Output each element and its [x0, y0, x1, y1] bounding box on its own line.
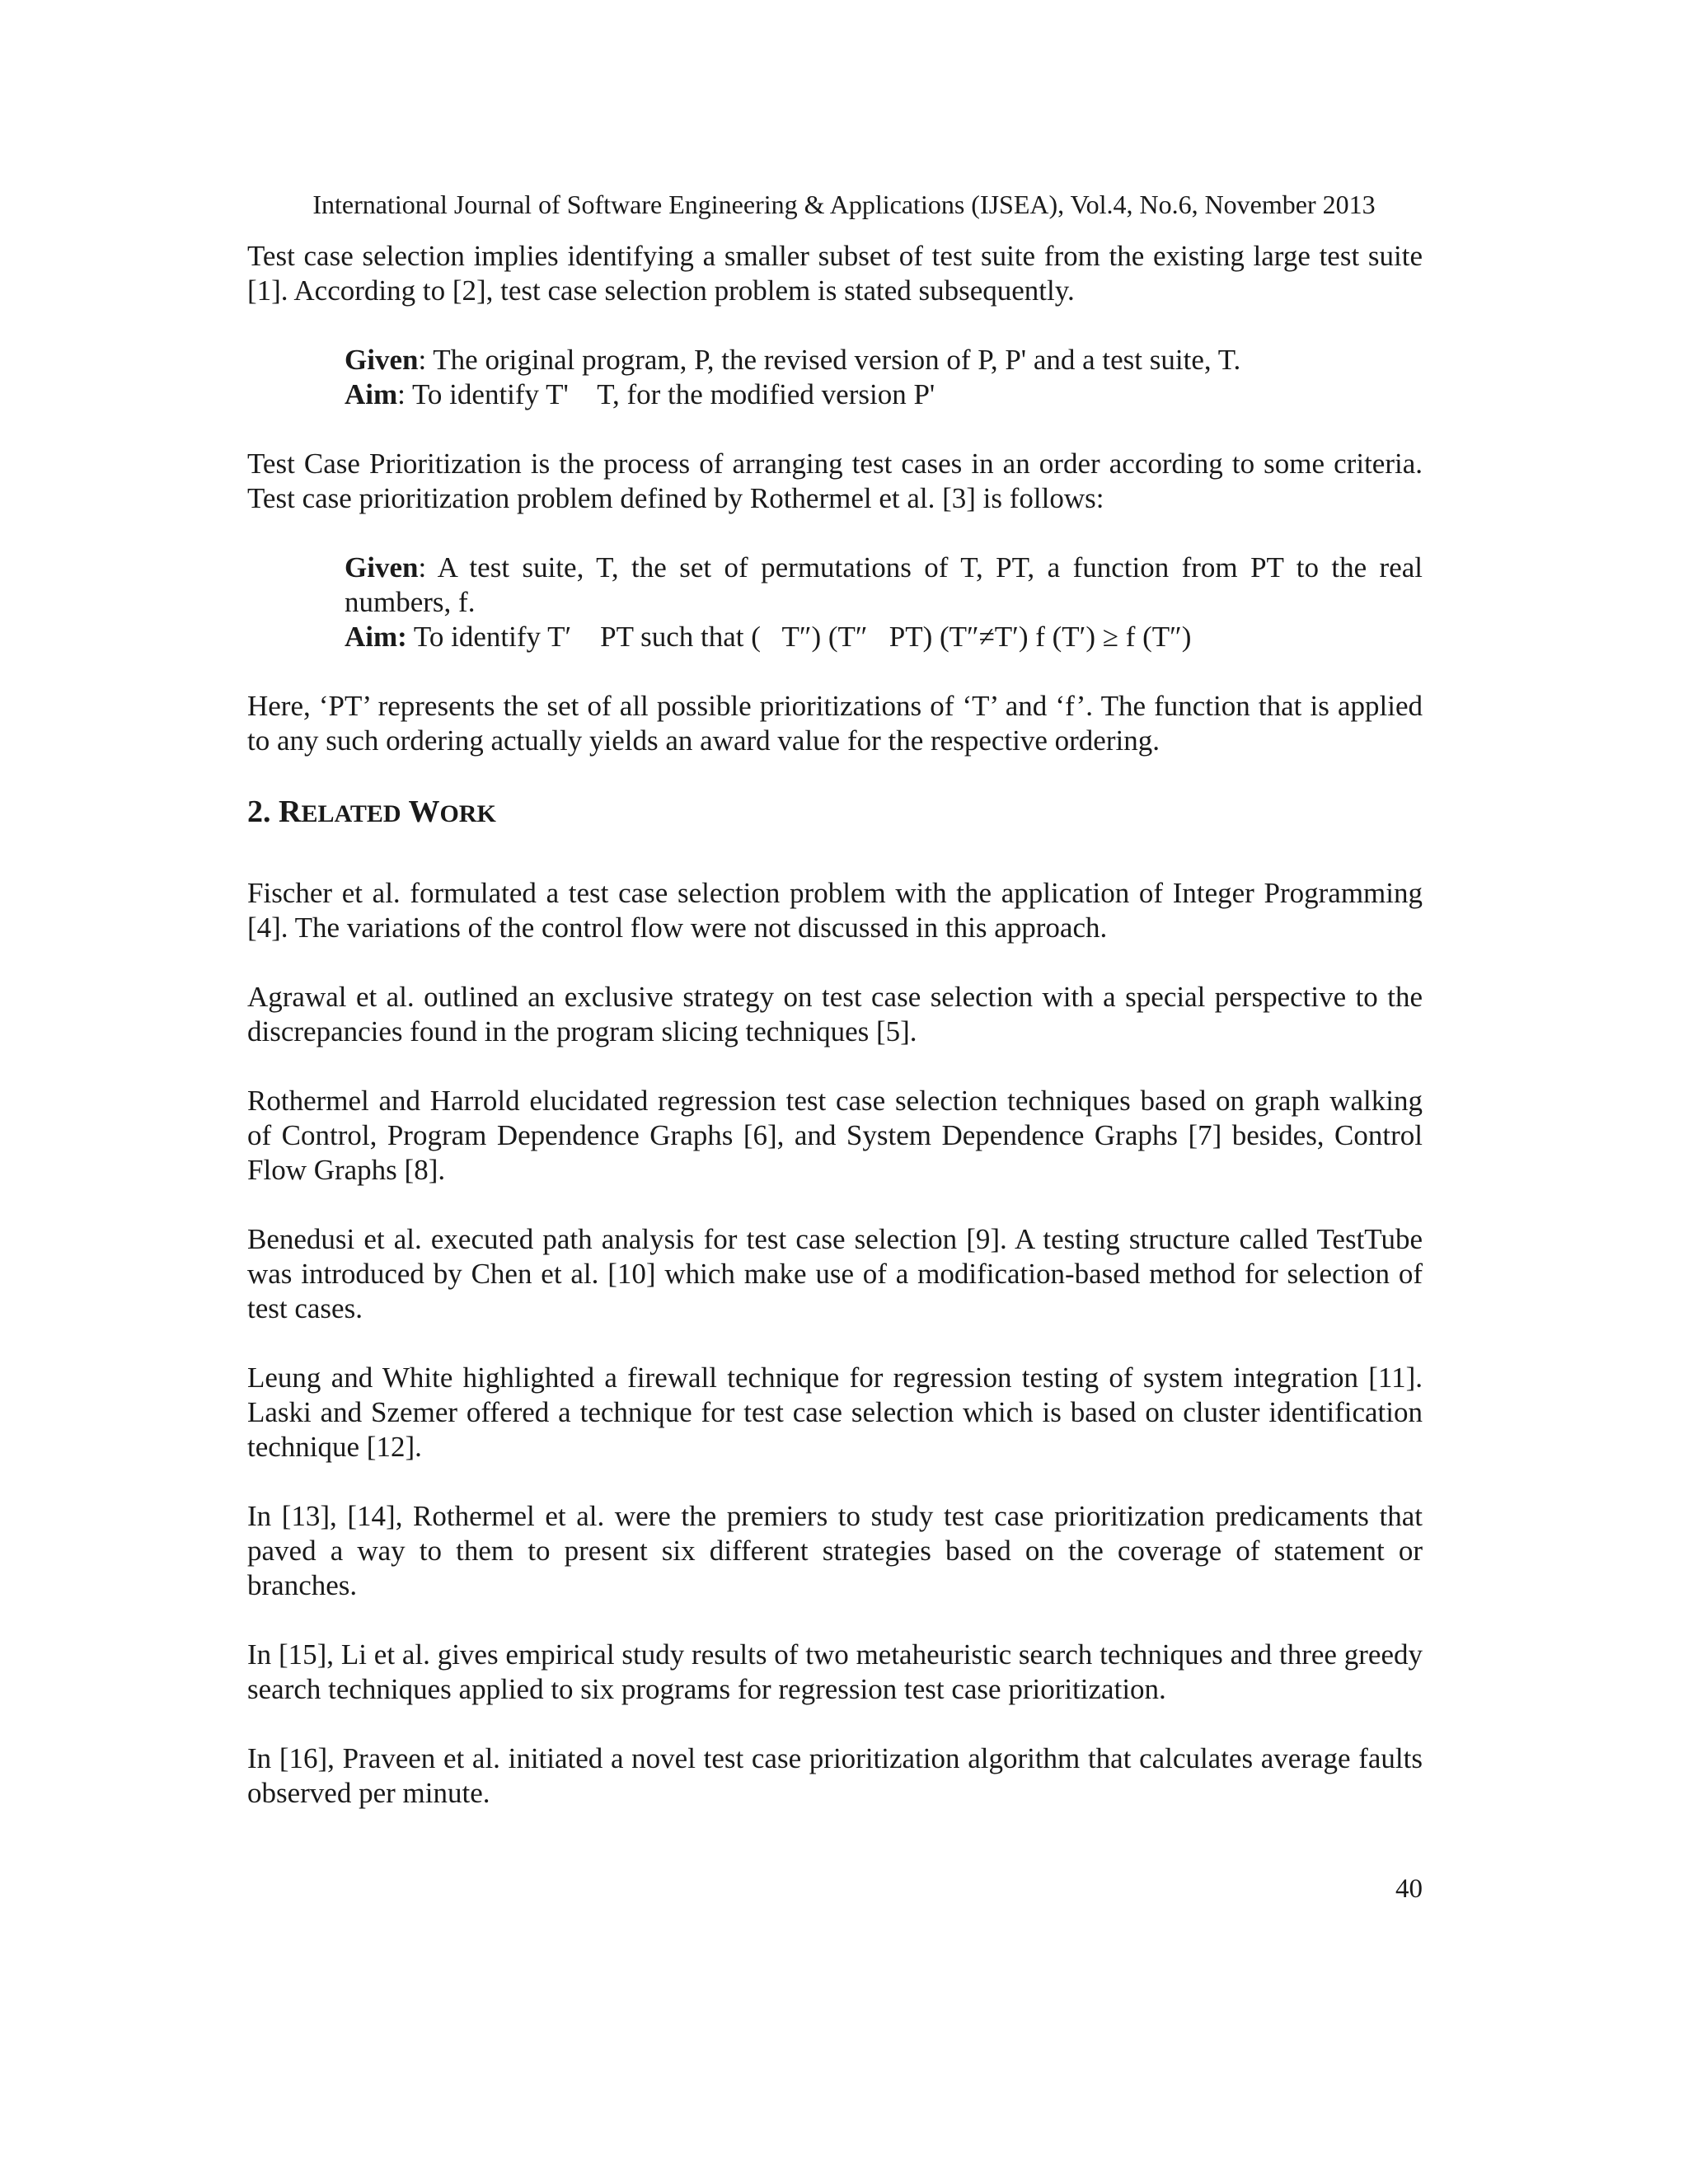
related-work-paragraph: Agrawal et al. outlined an exclusive strategy on test case selection with a special perspective to the discrepancies found in the program slicing techniques [5]. — [247, 981, 1423, 1047]
given-label: Given — [345, 551, 419, 583]
aim-label: Aim — [345, 378, 398, 410]
section-title-rest-w: ORK — [439, 800, 496, 827]
selection-aim-line — [345, 377, 1423, 412]
paragraph-pt-explanation: Here, ‘PT’ represents the set of all possible prioritizations of ‘T’ and ‘f’. The function that is applied to any such ordering actually yields an award value for the respective ordering. — [247, 690, 1423, 757]
related-work-paragraph: Rothermel and Harrold elucidated regression test case selection techniques based on graph walking of Control, Program Dependence Graphs [6], and System Dependence Graphs [7] besides, Control Flow Graphs [8]. — [247, 1085, 1423, 1186]
related-work-paragraph: Leung and White highlighted a firewall technique for regression testing of system integration [11]. Laski and Szemer offered a technique for test case selection which is based on cluster identification technique [12]. — [247, 1361, 1423, 1463]
related-work-paragraph: Fischer et al. formulated a test case selection problem with the application of Integer Programming [4]. The variations of the control flow were not discussed in this approach. — [247, 877, 1423, 944]
related-work-paragraph: In [15], Li et al. gives empirical study results of two metaheuristic search techniques and three greedy search techniques applied to six programs for regression test case prioritization. — [247, 1638, 1423, 1705]
section-title-initial-r: R — [279, 794, 302, 829]
given-text: : A test suite, T, the set of permutations of T, PT, a function from PT to the real numbers, f. — [345, 551, 1423, 618]
section-heading-related-work — [247, 793, 1423, 833]
running-header: International Journal of Software Engineering & Applications (IJSEA), Vol.4, No.6, November 2013 — [312, 190, 1376, 219]
paragraph-test-case-selection: Test case selection implies identifying a smaller subset of test suite from the existing large test suite [1]. According to [2], test case selection problem is stated subsequently. — [247, 240, 1423, 307]
aim-label: Aim: — [345, 621, 407, 653]
selection-given-line — [345, 343, 1423, 377]
aim-text: To identify T′ PT such that ( T″) (T″ PT) (T″≠T′) f (T′) ≥ f (T″) — [406, 621, 1192, 653]
paragraph-test-case-prioritization: Test Case Prioritization is the process of arranging test cases in an order according to some criteria. Test case prioritization problem defined by Rothermel et al. [3] is follows: — [247, 448, 1423, 514]
related-work-paragraph: Benedusi et al. executed path analysis for test case selection [9]. A testing structure called TestTube was introduced by Chen et al. [10] which make use of a modification-based method for selection of test cases. — [247, 1223, 1423, 1324]
given-text: : The original program, P, the revised version of P, P' and a test suite, T. — [418, 344, 1241, 376]
aim-text: : To identify T' T, for the modified version P' — [397, 378, 935, 410]
related-work-paragraph: In [16], Praveen et al. initiated a novel test case prioritization algorithm that calculates average faults observed per minute. — [247, 1742, 1423, 1809]
selection-definition — [345, 343, 1423, 412]
section-number: 2. — [247, 794, 279, 829]
given-label: Given — [345, 344, 419, 376]
prioritization-given-line — [345, 551, 1423, 620]
section-title-rest-r: ELATED — [301, 800, 401, 827]
related-work-paragraph: In [13], [14], Rothermel et al. were the premiers to study test case prioritization predicaments that paved a way to them to present six different strategies based on the coverage of statement or branches. — [247, 1500, 1423, 1601]
body-column — [247, 239, 1423, 1845]
section-title-initial-w: W — [408, 794, 440, 829]
prioritization-aim-line — [345, 620, 1423, 654]
page-number: 40 — [1395, 1874, 1423, 1904]
prioritization-definition — [345, 551, 1423, 654]
